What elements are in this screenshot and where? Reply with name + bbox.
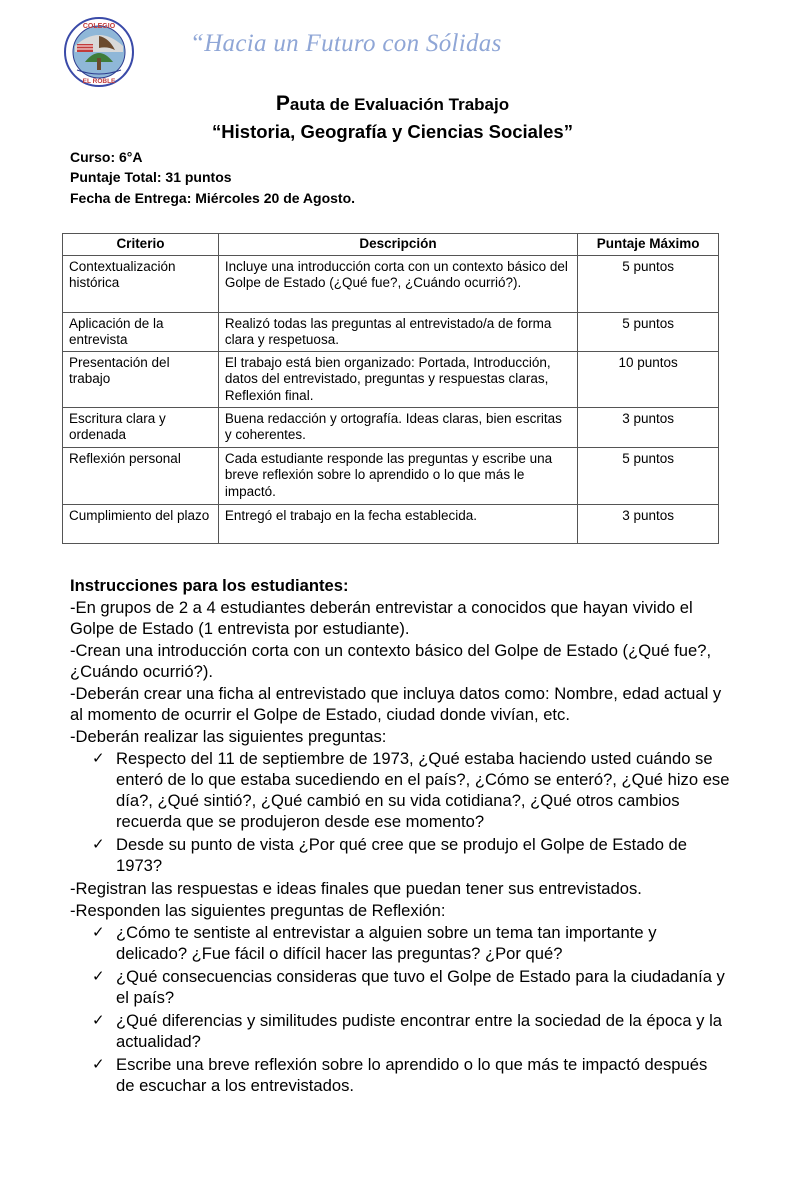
- checkmark-icon: ✓: [92, 924, 105, 941]
- instruction-paragraph: -Responden las siguientes preguntas de Reflexión:: [70, 901, 446, 920]
- school-motto: “Hacia un Futuro con Sólidas: [190, 30, 502, 57]
- descripcion-cell: Entregó el trabajo en la fecha establecida.: [218, 504, 577, 543]
- school-logo: [63, 16, 135, 88]
- reflection-text: ¿Qué consecuencias consideras que tuvo el Golpe de Estado para la ciudadanía y el país?: [116, 967, 725, 1007]
- puntaje-cell: 10 puntos: [578, 351, 719, 407]
- info-fecha: Fecha de Entrega: Miércoles 20 de Agosto.: [70, 190, 356, 206]
- criterio-cell: Presentación del trabajo: [63, 351, 219, 407]
- instructions-section: [70, 575, 730, 1098]
- instruction-paragraph: -Registran las respuestas e ideas finales que puedan tener sus entrevistados.: [70, 879, 642, 898]
- checkmark-icon: ✓: [92, 1056, 105, 1073]
- info-curso: Curso: 6°A: [70, 149, 143, 165]
- reflection-text: ¿Qué diferencias y similitudes pudiste encontrar entre la sociedad de la época y la actualidad?: [116, 1011, 723, 1051]
- instructions-heading: Instrucciones para los estudiantes:: [70, 576, 349, 595]
- rubric-table: [62, 233, 719, 544]
- header-criterio: Criterio: [63, 234, 219, 256]
- descripcion-cell: Cada estudiante responde las preguntas y escribe una breve reflexión sobre lo aprendido o lo que más le impactó.: [218, 447, 577, 504]
- descripcion-cell: El trabajo está bien organizado: Portada, Introducción, datos del entrevistado, preguntas y respuestas claras, Reflexión final.: [218, 351, 577, 407]
- puntaje-cell: 5 puntos: [578, 447, 719, 504]
- list-item: [92, 1054, 730, 1096]
- table-header-row: [63, 234, 719, 256]
- logo-text-top: COLEGIO: [82, 23, 116, 30]
- descripcion-cell: Realizó todas las preguntas al entrevistado/a de forma clara y respetuosa.: [218, 312, 577, 351]
- reflection-text: ¿Cómo te sentiste al entrevistar a alguien sobre un tema tan importante y delicado? ¿Fue fácil o difícil hacer las preguntas? ¿Por qué?: [116, 923, 657, 963]
- list-item: [92, 748, 730, 832]
- puntaje-cell: 5 puntos: [578, 312, 719, 351]
- instruction-paragraph: -Deberán crear una ficha al entrevistado que incluya datos como: Nombre, edad actual y al momento de ocurrir el Golpe de Estado, ciudad donde vivían, etc.: [70, 684, 722, 724]
- interview-questions-list: [70, 748, 730, 876]
- logo-text-bottom: EL ROBLE: [82, 78, 116, 85]
- header-descripcion: Descripción: [218, 234, 577, 256]
- checkmark-icon: ✓: [92, 968, 105, 985]
- puntaje-cell: 5 puntos: [578, 255, 719, 312]
- list-item: [92, 966, 730, 1008]
- table-row: [63, 407, 719, 447]
- instruction-paragraph: -En grupos de 2 a 4 estudiantes deberán entrevistar a conocidos que hayan vivido el Golpe de Estado (1 entrevista por estudiante).: [70, 598, 693, 638]
- checkmark-icon: ✓: [92, 836, 105, 853]
- criterio-cell: Contextualización histórica: [63, 255, 219, 312]
- criterio-cell: Reflexión personal: [63, 447, 219, 504]
- info-puntaje: Puntaje Total: 31 puntos: [70, 169, 232, 185]
- criterio-cell: Cumplimiento del plazo: [63, 504, 219, 543]
- list-item: [92, 922, 730, 964]
- header-puntaje: Puntaje Máximo: [578, 234, 719, 256]
- reflection-text: Escribe una breve reflexión sobre lo aprendido o lo que más te impactó después de escuchar a los entrevistados.: [116, 1055, 708, 1095]
- list-item: [92, 1010, 730, 1052]
- table-row: [63, 255, 719, 312]
- table-row: [63, 504, 719, 543]
- instruction-paragraph: -Crean una introducción corta con un contexto básico del Golpe de Estado (¿Qué fue?, ¿Cuándo ocurrió?).: [70, 641, 712, 681]
- question-text: Respecto del 11 de septiembre de 1973, ¿Qué estaba haciendo usted cuándo se enteró de lo que estaba sucediendo en el país?, ¿Cómo se enteró?, ¿Qué hizo ese día?, ¿Qué sintió?, ¿Qué cambió en su vida cotidiana?, ¿Qué otros cambios recuerda que se produjeron desde ese momento?: [116, 749, 730, 831]
- checkmark-icon: ✓: [92, 1012, 105, 1029]
- table-row: [63, 447, 719, 504]
- criterio-cell: Escritura clara y ordenada: [63, 407, 219, 447]
- checkmark-icon: ✓: [92, 750, 105, 767]
- puntaje-cell: 3 puntos: [578, 407, 719, 447]
- reflection-questions-list: [70, 922, 730, 1096]
- criterio-cell: Aplicación de la entrevista: [63, 312, 219, 351]
- list-item: [92, 834, 730, 876]
- title-first-letter: P: [275, 92, 290, 115]
- question-text: Desde su punto de vista ¿Por qué cree que se produjo el Golpe de Estado de 1973?: [116, 835, 688, 875]
- title-line1: auta de Evaluación Trabajo: [289, 95, 510, 114]
- page-title: [0, 92, 785, 116]
- table-row: [63, 351, 719, 407]
- puntaje-cell: 3 puntos: [578, 504, 719, 543]
- page-subtitle: “Historia, Geografía y Ciencias Sociales”: [212, 121, 573, 142]
- descripcion-cell: Buena redacción y ortografía. Ideas claras, bien escritas y coherentes.: [218, 407, 577, 447]
- table-row: [63, 312, 719, 351]
- instruction-paragraph: -Deberán realizar las siguientes preguntas:: [70, 727, 387, 746]
- descripcion-cell: Incluye una introducción corta con un contexto básico del Golpe de Estado (¿Qué fue?, ¿Cuándo ocurrió?).: [218, 255, 577, 312]
